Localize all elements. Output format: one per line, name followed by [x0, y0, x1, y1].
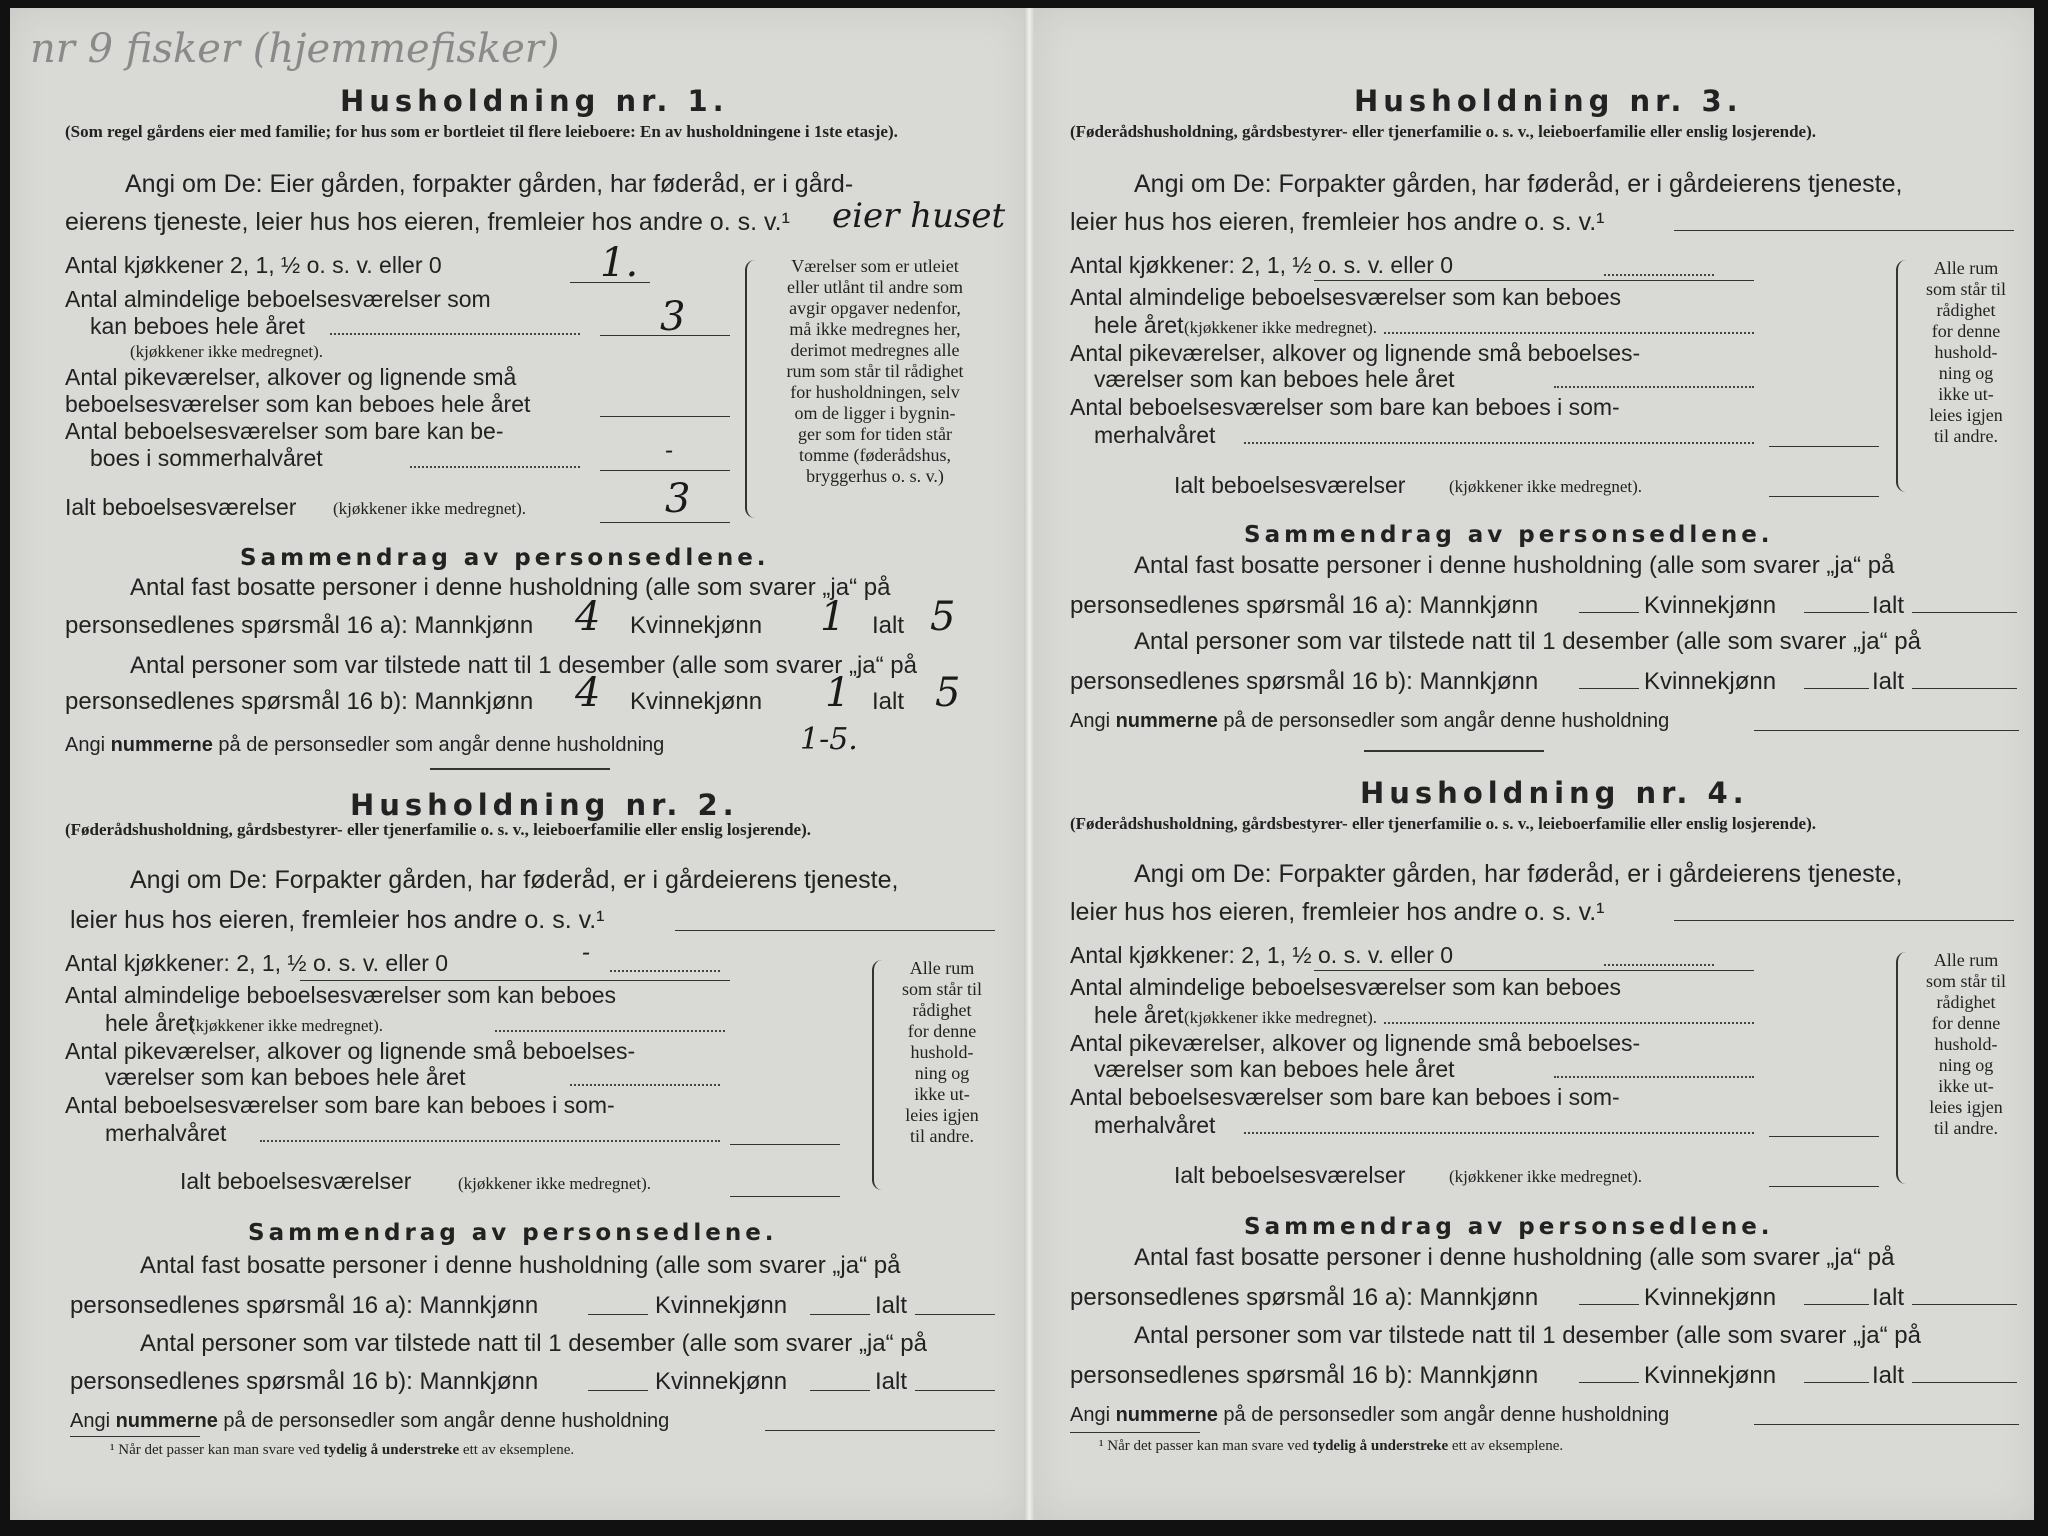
h1-fast-ialt: 5	[930, 594, 956, 640]
h1-ialt-label: Ialt beboelsesværelser	[65, 494, 297, 520]
h1-sommer-value: -	[665, 436, 674, 464]
side-note-line: ger som for tiden står	[798, 424, 952, 444]
h1-ialt-note: (kjøkkener ikke medregnet).	[333, 499, 527, 518]
household-4-intro: (Føderådshusholdning, gårdsbestyrer- eller tjenerfamilie o. s. v., leieboerfamilie eller enslig losjerende).	[1070, 814, 1817, 833]
h1-summary-title: Sammendrag av personsedlene.	[240, 545, 770, 571]
side-note-line: ikke ut-	[1938, 384, 1994, 404]
h2-alm-line1: Antal almindelige beboelsesværelser som kan beboes	[65, 982, 617, 1008]
h2-alm-line2: hele året	[105, 1010, 195, 1036]
h4-angi-line2: leier hus hos eieren, fremleier hos andre o. s. v.¹	[1070, 898, 1605, 926]
right-page	[1034, 8, 2034, 1520]
h3-tilst-kvinne-label: Kvinnekjønn	[1644, 668, 1777, 695]
h3-tilst-ialt-label: Ialt	[1872, 668, 1905, 695]
h4-fast-line1: Antal fast bosatte personer i denne husholdning (alle som svarer „ja“ på	[1134, 1244, 1895, 1271]
h1-side-note	[755, 256, 995, 487]
h2-alm-note: (kjøkkener ikke medregnet).	[190, 1016, 384, 1035]
h2-tilst-line2: personsedlenes spørsmål 16 b): Mannkjønn	[70, 1368, 539, 1395]
h3-tilst-line1: Antal personer som var tilstede natt til 1 desember (alle som svarer „ja“ på	[1134, 628, 1921, 655]
side-note-line: Alle rum	[1933, 258, 1999, 278]
household-4-title: Husholdning nr. 4.	[1360, 776, 1749, 810]
h1-angi-line2: eierens tjeneste, leier hus hos eieren, fremleier hos andre o. s. v.¹	[65, 208, 790, 236]
h2-pike-line2: værelser som kan beboes hele året	[105, 1064, 466, 1090]
side-note-line: leies igjen	[1929, 405, 2003, 425]
h1-alm-value: 3	[660, 294, 686, 340]
h1-alm-note: (kjøkkener ikke medregnet).	[130, 342, 324, 361]
side-note-line: Alle rum	[1933, 950, 1999, 970]
h1-ialt-value: 3	[665, 476, 691, 522]
h1-kjokken-label: Antal kjøkkener 2, 1, ½ o. s. v. eller 0	[65, 252, 442, 278]
h1-angi-line1: Angi om De: Eier gården, forpakter gården, har føderåd, er i gård-	[125, 170, 854, 198]
h4-fast-ialt-label: Ialt	[1872, 1284, 1905, 1311]
h1-fast-line2: personsedlenes spørsmål 16 a): Mannkjønn	[65, 612, 534, 639]
h4-tilst-ialt-label: Ialt	[1872, 1362, 1905, 1389]
household-3-intro: (Føderådshusholdning, gårdsbestyrer- eller tjenerfamilie o. s. v., leieboerfamilie eller enslig losjerende).	[1070, 122, 1817, 141]
h1-tilst-mann: 4	[575, 670, 601, 716]
side-note-line: ning og	[1938, 1055, 1994, 1075]
h4-kjokken-label: Antal kjøkkener: 2, 1, ½ o. s. v. eller 0	[1070, 942, 1454, 968]
h1-nummer-value: 1-5.	[800, 722, 858, 757]
h3-ialt-note: (kjøkkener ikke medregnet).	[1449, 477, 1643, 496]
h4-alm-line1: Antal almindelige beboelsesværelser som kan beboes	[1070, 974, 1622, 1000]
side-note-line: som står til	[902, 979, 982, 999]
h1-fast-line1: Antal fast bosatte personer i denne husholdning (alle som svarer „ja“ på	[130, 574, 891, 601]
h1-tilst-kvinne-label: Kvinnekjønn	[630, 688, 763, 715]
side-note-line: hushold-	[1934, 1034, 1998, 1054]
h2-pike-line1: Antal pikeværelser, alkover og lignende små beboelses-	[65, 1038, 636, 1064]
h1-nummer: Angi nummerne på de personsedler som angår denne husholdning	[65, 734, 665, 756]
h2-tilst-line1: Antal personer som var tilstede natt til 1 desember (alle som svarer „ja“ på	[140, 1330, 927, 1357]
h4-pike-line2: værelser som kan beboes hele året	[1094, 1056, 1455, 1082]
footnote: ¹ Når det passer kan man svare ved tydelig å understreke ett av eksemplene.	[110, 1442, 575, 1458]
h2-nummer: Angi nummerne på de personsedler som angår denne husholdning	[70, 1410, 670, 1432]
h4-ialt-note: (kjøkkener ikke medregnet).	[1449, 1167, 1643, 1186]
side-note-line: bryggerhus o. s. v.)	[806, 466, 944, 486]
handwritten-header: nr 9 fisker (hjemmefisker)	[30, 26, 560, 72]
side-note-line: til andre.	[1934, 1118, 1998, 1138]
h4-sommer-line2: merhalvåret	[1094, 1112, 1216, 1138]
side-note-line: til andre.	[910, 1126, 974, 1146]
side-note-line: avgir opgaver nedenfor,	[789, 298, 961, 318]
h1-kjokken-value: 1.	[600, 240, 639, 286]
h3-nummer: Angi nummerne på de personsedler som angår denne husholdning	[1070, 710, 1670, 732]
h2-fast-line1: Antal fast bosatte personer i denne husholdning (alle som svarer „ja“ på	[140, 1252, 901, 1279]
h4-sommer-line1: Antal beboelsesværelser som bare kan beboes i som-	[1070, 1084, 1620, 1110]
h2-sommer-line1: Antal beboelsesværelser som bare kan beboes i som-	[65, 1092, 615, 1118]
household-1-intro: (Som regel gårdens eier med familie; for hus som er bortleiet til flere leieboere: En av husholdningene i 1ste etasje).	[65, 122, 898, 141]
household-1-title: Husholdning nr. 1.	[340, 84, 729, 118]
h3-pike-line2: værelser som kan beboes hele året	[1094, 366, 1455, 392]
side-note-line: leies igjen	[905, 1105, 979, 1125]
h3-side-note	[1906, 258, 2026, 447]
footnote: ¹ Når det passer kan man svare ved tydelig å understreke ett av eksemplene.	[1099, 1438, 1564, 1454]
h3-ialt-label: Ialt beboelsesværelser	[1174, 472, 1406, 498]
h1-tilst-line2: personsedlenes spørsmål 16 b): Mannkjønn	[65, 688, 534, 715]
h4-tilst-kvinne-label: Kvinnekjønn	[1644, 1362, 1777, 1389]
side-note-line: til andre.	[1934, 426, 1998, 446]
h1-fast-kvinne: 1	[820, 594, 846, 640]
h3-summary-title: Sammendrag av personsedlene.	[1244, 522, 1774, 548]
h1-alm-line2: kan beboes hele året	[90, 313, 305, 339]
h4-tilst-line2: personsedlenes spørsmål 16 b): Mannkjønn	[1070, 1362, 1539, 1389]
side-note-line: for denne	[1931, 1013, 2001, 1033]
h3-tilst-line2: personsedlenes spørsmål 16 b): Mannkjønn	[1070, 668, 1539, 695]
h2-tilst-kvinne-label: Kvinnekjønn	[655, 1368, 788, 1395]
side-note-line: ikke ut-	[914, 1084, 970, 1104]
side-note-line: for husholdningen, selv	[790, 382, 960, 402]
h3-pike-line1: Antal pikeværelser, alkover og lignende små beboelses-	[1070, 340, 1641, 366]
h3-sommer-line1: Antal beboelsesværelser som bare kan beboes i som-	[1070, 394, 1620, 420]
h3-alm-line1: Antal almindelige beboelsesværelser som kan beboes	[1070, 284, 1622, 310]
h3-kjokken-label: Antal kjøkkener: 2, 1, ½ o. s. v. eller 0	[1070, 252, 1454, 278]
h2-fast-kvinne-label: Kvinnekjønn	[655, 1292, 788, 1319]
side-note-line: Værelser som er utleiet	[791, 256, 959, 276]
side-note-line: om de ligger i bygnin-	[794, 403, 956, 423]
h1-sommer-line2: boes i sommerhalvåret	[90, 445, 323, 471]
household-2-intro: (Føderådshusholdning, gårdsbestyrer- eller tjenerfamilie o. s. v., leieboerfamilie eller enslig losjerende).	[65, 820, 812, 839]
h2-fast-ialt-label: Ialt	[875, 1292, 908, 1319]
h1-pike-line2: beboelsesværelser som kan beboes hele året	[65, 391, 531, 417]
h1-tilst-ialt: 5	[935, 670, 961, 716]
h1-fast-kvinne-label: Kvinnekjønn	[630, 612, 763, 639]
h2-tilst-ialt-label: Ialt	[875, 1368, 908, 1395]
h2-summary-title: Sammendrag av personsedlene.	[248, 1220, 778, 1246]
h4-alm-note: (kjøkkener ikke medregnet).	[1184, 1008, 1378, 1027]
h4-alm-line2: hele året	[1094, 1002, 1184, 1028]
side-note-line: derimot medregnes alle	[790, 340, 960, 360]
h4-summary-title: Sammendrag av personsedlene.	[1244, 1214, 1774, 1240]
h4-pike-line1: Antal pikeværelser, alkover og lignende små beboelses-	[1070, 1030, 1641, 1056]
h2-kjokken-label: Antal kjøkkener: 2, 1, ½ o. s. v. eller 0	[65, 950, 449, 976]
h2-angi-line2: leier hus hos eieren, fremleier hos andre o. s. v.¹	[70, 906, 605, 934]
side-note-line: hushold-	[910, 1042, 974, 1062]
household-3-title: Husholdning nr. 3.	[1354, 84, 1743, 118]
h4-nummer: Angi nummerne på de personsedler som angår denne husholdning	[1070, 1404, 1670, 1426]
h3-fast-ialt-label: Ialt	[1872, 592, 1905, 619]
h4-ialt-label: Ialt beboelsesværelser	[1174, 1162, 1406, 1188]
h3-fast-kvinne-label: Kvinnekjønn	[1644, 592, 1777, 619]
side-note-line: for denne	[1931, 321, 2001, 341]
h3-fast-line1: Antal fast bosatte personer i denne husholdning (alle som svarer „ja“ på	[1134, 552, 1895, 579]
h2-ialt-label: Ialt beboelsesværelser	[180, 1168, 412, 1194]
divider	[430, 768, 610, 770]
side-note-line: ning og	[914, 1063, 970, 1083]
side-note-line: for denne	[907, 1021, 977, 1041]
h3-fast-line2: personsedlenes spørsmål 16 a): Mannkjønn	[1070, 592, 1539, 619]
side-note-line: leies igjen	[1929, 1097, 2003, 1117]
h4-side-note	[1906, 950, 2026, 1139]
side-note-line: hushold-	[1934, 342, 1998, 362]
side-note-line: tomme (føderådshus,	[799, 445, 951, 465]
h4-angi-line1: Angi om De: Forpakter gården, har føderåd, er i gårdeierens tjeneste,	[1134, 860, 1903, 888]
h1-tilst-kvinne: 1	[825, 670, 851, 716]
h1-fast-mann: 4	[575, 594, 601, 640]
left-page	[10, 8, 1026, 1520]
h3-angi-line1: Angi om De: Forpakter gården, har føderåd, er i gårdeierens tjeneste,	[1134, 170, 1903, 198]
h4-tilst-line1: Antal personer som var tilstede natt til 1 desember (alle som svarer „ja“ på	[1134, 1322, 1921, 1349]
household-2-title: Husholdning nr. 2.	[350, 788, 739, 822]
h2-angi-line1: Angi om De: Forpakter gården, har føderåd, er i gårdeierens tjeneste,	[130, 866, 899, 894]
side-note-line: rådighet	[912, 1000, 972, 1020]
h1-tilst-ialt-label: Ialt	[872, 688, 905, 715]
side-note-line: rådighet	[1936, 992, 1996, 1012]
h3-angi-line2: leier hus hos eieren, fremleier hos andre o. s. v.¹	[1070, 208, 1605, 236]
side-note-line: som står til	[1926, 279, 2006, 299]
h1-tilst-line1: Antal personer som var tilstede natt til 1 desember (alle som svarer „ja“ på	[130, 652, 917, 679]
side-note-line: ning og	[1938, 363, 1994, 383]
h2-fast-line2: personsedlenes spørsmål 16 a): Mannkjønn	[70, 1292, 539, 1319]
h4-fast-kvinne-label: Kvinnekjønn	[1644, 1284, 1777, 1311]
side-note-line: Alle rum	[909, 958, 975, 978]
h1-alm-line1: Antal almindelige beboelsesværelser som	[65, 286, 491, 312]
side-note-line: eller utlånt til andre som	[787, 277, 963, 297]
h3-alm-line2: hele året	[1094, 312, 1184, 338]
h3-alm-note: (kjøkkener ikke medregnet).	[1184, 318, 1378, 337]
h2-side-note	[882, 958, 1002, 1147]
side-note-line: som står til	[1926, 971, 2006, 991]
side-note-line: ikke ut-	[1938, 1076, 1994, 1096]
h2-kjokken-value: -	[582, 938, 591, 966]
h1-angi-answer: eier huset	[832, 196, 1006, 236]
h4-fast-line2: personsedlenes spørsmål 16 a): Mannkjønn	[1070, 1284, 1539, 1311]
h2-sommer-line2: merhalvåret	[105, 1120, 227, 1146]
h1-pike-line1: Antal pikeværelser, alkover og lignende små	[65, 364, 517, 390]
h1-sommer-line1: Antal beboelsesværelser som bare kan be-	[65, 418, 504, 444]
side-note-line: rum som står til rådighet	[786, 361, 964, 381]
side-note-line: må ikke medregnes her,	[789, 319, 961, 339]
side-note-line: rådighet	[1936, 300, 1996, 320]
h1-fast-ialt-label: Ialt	[872, 612, 905, 639]
h2-ialt-note: (kjøkkener ikke medregnet).	[458, 1174, 652, 1193]
h3-sommer-line2: merhalvåret	[1094, 422, 1216, 448]
